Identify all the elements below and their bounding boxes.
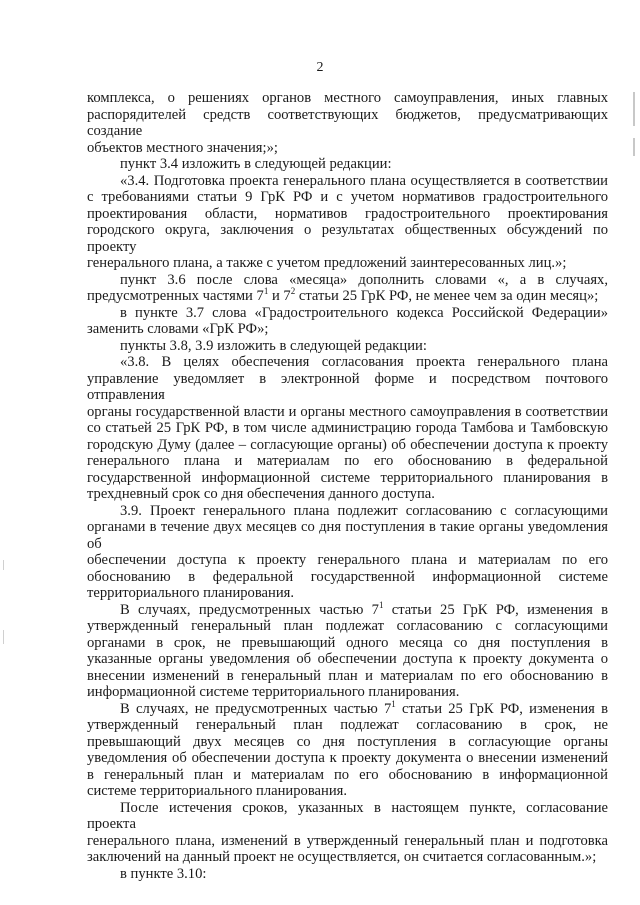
text-line: пункты 3.8, 3.9 изложить в следующей редакции: xyxy=(120,337,427,354)
text-line: утвержденный генеральный план подлежат согласованию в срок, не xyxy=(87,717,608,733)
text-line: в пункте 3.10: xyxy=(120,865,207,882)
text-line: со статьей 25 ГрК РФ, в том числе администрацию города Тамбова и Тамбовскую xyxy=(87,420,608,436)
text-line: территориального планирования. xyxy=(87,585,295,601)
text-line: превышающий двух месяцев со дня поступления в согласующие органы xyxy=(87,733,608,750)
text-line: в генеральный план и материалам по его обоснованию в информационной xyxy=(87,766,608,783)
text-line: трехдневный срок со дня обеспечения данного доступа. xyxy=(87,486,435,502)
text-line: проектирования области, нормативов градостроительного проектирования xyxy=(87,205,608,222)
margin-scan-mark xyxy=(3,630,4,644)
page-number: 2 xyxy=(316,60,324,75)
text-line: После истечения сроков, указанных в настоящем пункте, согласование проекта xyxy=(87,799,608,832)
text-line: распорядителей средств соответствующих бюджетов, предусматривающих создание xyxy=(87,106,608,139)
text-line: органами в срок, не превышающий одного месяца со дня поступления в xyxy=(87,634,608,651)
margin-scan-mark xyxy=(3,560,4,570)
margin-scan-mark xyxy=(633,138,635,156)
text-line: предусмотренных частями $7^1$ и $7^2$ статьи 25 ГрК РФ, не менее чем за один месяц»; xyxy=(87,286,599,304)
text-line: уведомления об обеспечении доступа к проекту документа о внесении изменений xyxy=(87,750,608,766)
text-line: управление уведомляет в электронной форме и посредством почтового отправления xyxy=(87,370,608,403)
text-line: пункт 3.4 изложить в следующей редакции: xyxy=(120,156,392,172)
text-line: пункт 3.6 после слова «месяца» дополнить словами «, а в случаях, xyxy=(120,271,608,288)
text-line: органы государственной власти и органы местного самоуправления в соответствии xyxy=(87,403,608,420)
text-line: генерального плана и материалам по его обоснованию в федеральной xyxy=(87,453,608,469)
text-line: утвержденный генеральный план подлежат согласованию с согласующими xyxy=(87,618,608,634)
text-line: органами в течение двух месяцев со дня поступления в такие органы уведомления об xyxy=(87,519,608,552)
document-body xyxy=(87,90,608,882)
text-line: генерального плана, а также с учетом предложений заинтересованных лиц.»; xyxy=(87,255,567,271)
text-line: внесении изменений в генеральный план и материалам по его обоснованию в xyxy=(87,667,608,684)
text-line: В случаях, не предусмотренных частью $7^1$ статьи 25 ГрК РФ, изменения в xyxy=(120,698,608,717)
text-line: информационной системе территориального планирования. xyxy=(87,684,460,700)
text-line: городскую Думу (далее – согласующие органы) об обеспечении доступа к проекту xyxy=(87,436,608,453)
text-line: с требованиями статьи 9 ГрК РФ и с учетом нормативов градостроительного xyxy=(87,189,608,205)
text-line: «3.8. В целях обеспечения согласования проекта генерального плана xyxy=(120,354,608,370)
text-line: обоснованию в федеральной государственной информационной системе xyxy=(87,568,608,585)
text-line: комплекса, о решениях органов местного самоуправления, иных главных xyxy=(87,90,608,106)
text-line: указанные органы уведомления об обеспечении доступа к проекту документа о xyxy=(87,651,608,667)
text-line: В случаях, предусмотренных частью $7^1$ статьи 25 ГрК РФ, изменения в xyxy=(120,599,608,618)
text-line: объектов местного значения;»; xyxy=(87,139,278,156)
text-line: системе территориального планирования. xyxy=(87,783,347,799)
margin-scan-mark xyxy=(633,92,635,126)
text-line: обеспечении доступа к проекту генерального плана и материалам по его xyxy=(87,552,608,568)
text-line: «3.4. Подготовка проекта генерального плана осуществляется в соответствии xyxy=(120,172,608,189)
text-line: в пункте 3.7 слова «Градостроительного кодекса Российской Федерации» xyxy=(120,304,608,321)
text-line: генерального плана, изменений в утвержденный генеральный план и подготовка xyxy=(87,832,608,849)
text-line: 3.9. Проект генерального плана подлежит согласованию с согласующими xyxy=(120,502,608,519)
text-line: заменить словами «ГрК РФ»; xyxy=(87,321,269,337)
text-line: городского округа, заключения о результатах общественных обсуждений по проекту xyxy=(87,222,608,255)
text-line: государственной информационной системе территориального планирования в xyxy=(87,469,608,486)
text-line: заключений на данный проект не осуществляется, он считается согласованным.»; xyxy=(87,849,597,865)
